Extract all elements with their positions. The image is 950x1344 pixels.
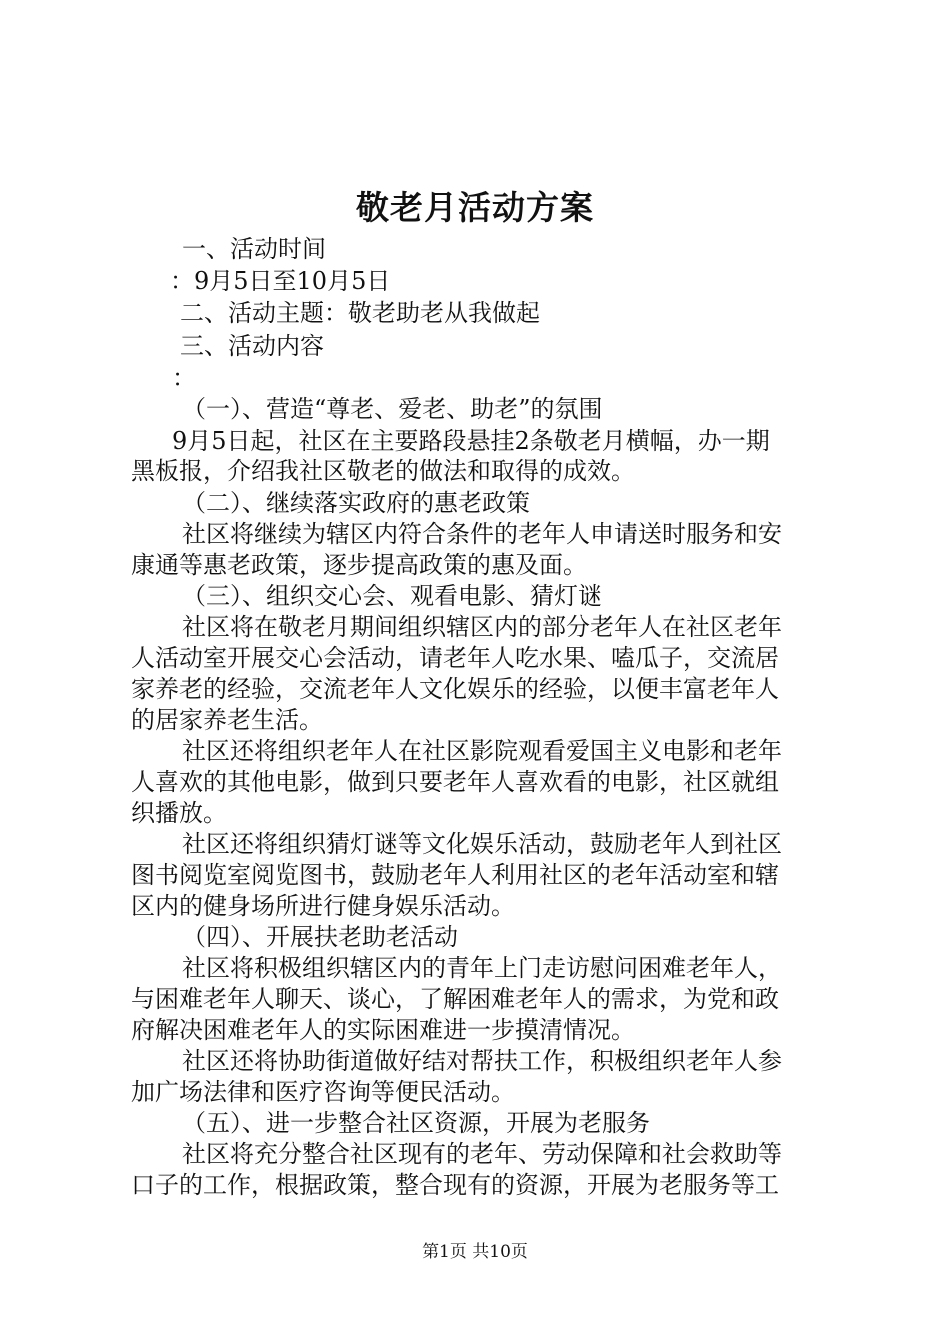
- text-line: 9月5日起，社区在主要路段悬挂2条敬老月横幅，办一期: [172, 427, 770, 455]
- text-line: 家养老的经验，交流老年人文化娱乐的经验，以便丰富老年人: [131, 675, 779, 703]
- text-line: 社区将充分整合社区现有的老年、劳动保障和社会救助等: [182, 1140, 782, 1168]
- text-line: 区内的健身场所进行健身娱乐活动。: [131, 892, 515, 920]
- text-line: 人喜欢的其他电影，做到只要老年人喜欢看的电影，社区就组: [131, 768, 779, 796]
- text-line: 图书阅览室阅览图书，鼓励老年人利用社区的老年活动室和辖: [131, 861, 779, 889]
- text-line: 织播放。: [131, 799, 227, 827]
- text-line: 的居家养老生活。: [131, 706, 323, 734]
- text-line: ：9月5日至10月5日: [170, 267, 391, 295]
- text-line: （一）、营造“尊老、爱老、助老”的氛围: [182, 395, 603, 423]
- text-line: 二、活动主题：敬老助老从我做起: [180, 299, 540, 327]
- text-line: 康通等惠老政策，逐步提高政策的惠及面。: [131, 551, 587, 579]
- text-line: 社区将继续为辖区内符合条件的老年人申请送时服务和安: [182, 520, 782, 548]
- text-line: 府解决困难老年人的实际困难进一步摸清情况。: [131, 1016, 635, 1044]
- document-title: 敬老月活动方案: [356, 188, 594, 227]
- text-line: 与困难老年人聊天、谈心，了解困难老年人的需求，为党和政: [131, 985, 779, 1013]
- text-line: （二）、继续落实政府的惠老政策: [182, 489, 530, 517]
- text-line: 黑板报，介绍我社区敬老的做法和取得的成效。: [131, 457, 635, 485]
- text-line: 社区还将组织猜灯谜等文化娱乐活动，鼓励老年人到社区: [182, 830, 782, 858]
- page-footer: 第1页 共10页: [422, 1242, 528, 1262]
- text-line: 人活动室开展交心会活动，请老年人吃水果、嗑瓜子，交流居: [131, 644, 779, 672]
- text-line: ：: [172, 364, 196, 392]
- text-line: 社区将在敬老月期间组织辖区内的部分老年人在社区老年: [182, 613, 782, 641]
- text-line: （四）、开展扶老助老活动: [182, 923, 458, 951]
- text-line: （五）、进一步整合社区资源，开展为老服务: [182, 1109, 650, 1137]
- text-line: 社区将积极组织辖区内的青年上门走访慰问困难老年人，: [182, 954, 782, 982]
- text-line: 社区还将协助街道做好结对帮扶工作，积极组织老年人参: [182, 1047, 782, 1075]
- text-line: 口子的工作，根据政策，整合现有的资源，开展为老服务等工: [131, 1171, 779, 1199]
- text-line: （三）、组织交心会、观看电影、猜灯谜: [182, 582, 602, 610]
- text-line: 三、活动内容: [180, 332, 324, 360]
- text-line: 加广场法律和医疗咨询等便民活动。: [131, 1078, 515, 1106]
- text-line: 一、活动时间: [182, 235, 326, 263]
- text-line: 社区还将组织老年人在社区影院观看爱国主义电影和老年: [182, 737, 782, 765]
